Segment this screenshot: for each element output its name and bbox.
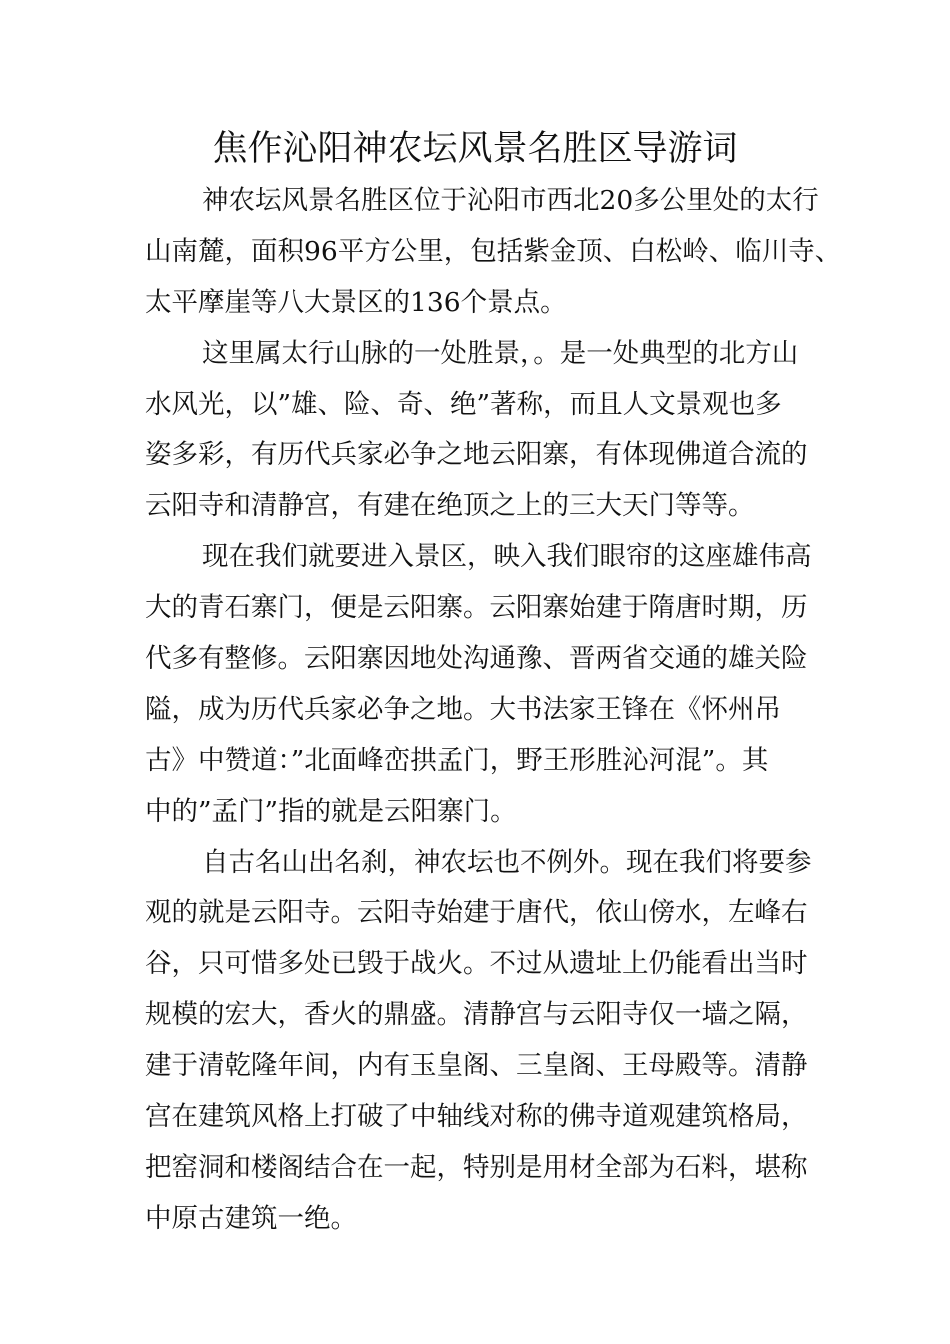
paragraph-1	[145, 176, 842, 329]
paragraph-4	[145, 838, 813, 1245]
paragraph-line: 自古名山出名刹，神农坛也不例外。现在我们将要参	[202, 846, 812, 878]
paragraph-2	[145, 329, 813, 533]
paragraph-line: 代多有整修。云阳寨因地处沟通豫、晋两省交通的雄关险	[145, 643, 808, 675]
paragraph-line: 谷，只可惜多处已毁于战火。不过从遗址上仍能看出当时	[145, 948, 808, 980]
paragraph-line: 建于清乾隆年间，内有玉皇阁、三皇阁、王母殿等。清静	[145, 1050, 808, 1082]
paragraph-line: 把窑洞和楼阁结合在一起，特别是用材全部为石料，堪称	[145, 1151, 808, 1183]
paragraph-line: 山南麓，面积96平方公里，包括紫金顶、白松岭、临川寺、	[145, 235, 842, 267]
paragraph-line: 古》中赞道：”北面峰峦拱孟门，野王形胜沁河混”。其	[145, 744, 769, 776]
paragraph-line: 云阳寺和清静宫，有建在绝顶之上的三大天门等等。	[145, 490, 755, 522]
document-body	[145, 176, 842, 1245]
paragraph-line: 隘，成为历代兵家必争之地。大书法家王锋在《怀州吊	[145, 693, 781, 725]
paragraph-line: 这里属太行山脉的一处胜景，。是一处典型的北方山	[202, 337, 799, 369]
paragraph-line: 水风光，以”雄、险、奇、绝”著称，而且人文景观也多	[145, 388, 782, 420]
paragraph-line: 姿多彩，有历代兵家必争之地云阳寨，有体现佛道合流的	[145, 439, 808, 471]
paragraph-line: 宫在建筑风格上打破了中轴线对称的佛寺道观建筑格局，	[145, 1101, 808, 1133]
paragraph-line: 大的青石寨门，便是云阳寨。云阳寨始建于隋唐时期，历	[145, 592, 808, 624]
paragraph-line: 现在我们就要进入景区，映入我们眼帘的这座雄伟高	[202, 541, 812, 573]
paragraph-line: 中原古建筑一绝。	[145, 1202, 357, 1234]
document-title: 焦作沁阳神农坛风景名胜区导游词	[212, 129, 738, 169]
paragraph-3	[145, 532, 813, 837]
paragraph-line: 太平摩崖等八大景区的136个景点。	[145, 286, 567, 318]
paragraph-line: 规模的宏大，香火的鼎盛。清静宫与云阳寺仅一墙之隔，	[145, 999, 808, 1031]
paragraph-line: 观的就是云阳寺。云阳寺始建于唐代，依山傍水，左峰右	[145, 897, 808, 929]
paragraph-line: 神农坛风景名胜区位于沁阳市西北20多公里处的太行	[202, 185, 819, 216]
paragraph-line: 中的”孟门”指的就是云阳寨门。	[145, 795, 517, 827]
